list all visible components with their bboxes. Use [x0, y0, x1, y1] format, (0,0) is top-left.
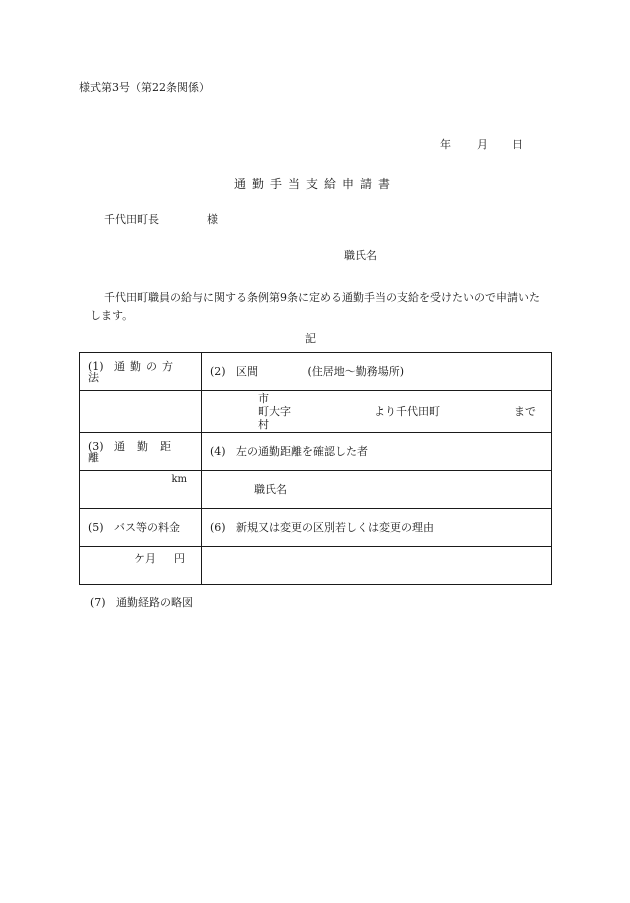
employee-name-label: 職氏名	[344, 249, 377, 262]
method-num: (1)	[88, 359, 104, 373]
section-note: (住居地～勤務場所)	[307, 365, 405, 378]
confirmer-num: (4)	[210, 445, 226, 458]
distance-value-cell[interactable]	[80, 471, 202, 509]
table-row-header-2	[80, 433, 552, 471]
section-header	[202, 353, 552, 391]
application-table	[79, 352, 552, 585]
table-row-header-3	[80, 509, 552, 547]
distance-header	[80, 433, 202, 471]
date-year: 年	[440, 138, 451, 151]
route-map-label: 通勤経路の略図	[116, 596, 193, 609]
date-month: 月	[477, 138, 488, 151]
confirmer-header	[202, 433, 552, 471]
months-unit: ケ月	[134, 552, 156, 565]
method-label: 通勤の方法	[88, 359, 178, 384]
yen-unit: 円	[174, 552, 185, 565]
table-row-route	[80, 391, 552, 433]
table-row-fare	[80, 547, 552, 585]
method-header	[80, 353, 202, 391]
confirmer-label: 左の通勤距離を確認した者	[236, 445, 368, 458]
confirmer-name-label: 職氏名	[254, 483, 287, 496]
fare-value-cell[interactable]	[80, 547, 202, 585]
km-unit: km	[171, 474, 187, 485]
route-machi: 町大字	[258, 405, 291, 418]
fare-num: (5)	[88, 521, 104, 534]
distance-label: 通勤距離	[88, 439, 183, 464]
date-day: 日	[512, 138, 523, 151]
reason-label: 新規又は変更の区別若しくは変更の理由	[236, 521, 434, 534]
route-made: まで	[514, 405, 536, 418]
table-row-header-1	[80, 353, 552, 391]
route-mura: 村	[258, 418, 269, 431]
route-map-num: (7)	[90, 596, 106, 609]
fare-header	[80, 509, 202, 547]
reason-value-cell[interactable]	[202, 547, 552, 585]
addressee: 千代田町長	[104, 213, 159, 226]
document-title: 通勤手当支給申請書	[233, 177, 396, 191]
honorific: 様	[207, 213, 218, 226]
route-map-heading	[90, 597, 193, 608]
application-statement: 千代田町職員の給与に関する条例第9条に定める通勤手当の支給を受けたいので申請いたします。	[90, 291, 540, 322]
fare-label: バス等の料金	[114, 521, 180, 534]
route-yori: より千代田町	[374, 405, 440, 418]
form-number: 様式第3号（第22条関係）	[79, 81, 210, 94]
distance-num: (3)	[88, 439, 104, 453]
route-cell[interactable]	[202, 391, 552, 433]
ki-marker: 記	[305, 332, 316, 345]
route-shi: 市	[258, 392, 269, 405]
section-num: (2)	[210, 365, 226, 378]
reason-header	[202, 509, 552, 547]
confirmer-name-cell[interactable]	[202, 471, 552, 509]
section-label: 区間	[236, 365, 258, 378]
table-row-distance	[80, 471, 552, 509]
reason-num: (6)	[210, 521, 226, 534]
method-value-cell[interactable]	[80, 391, 202, 433]
